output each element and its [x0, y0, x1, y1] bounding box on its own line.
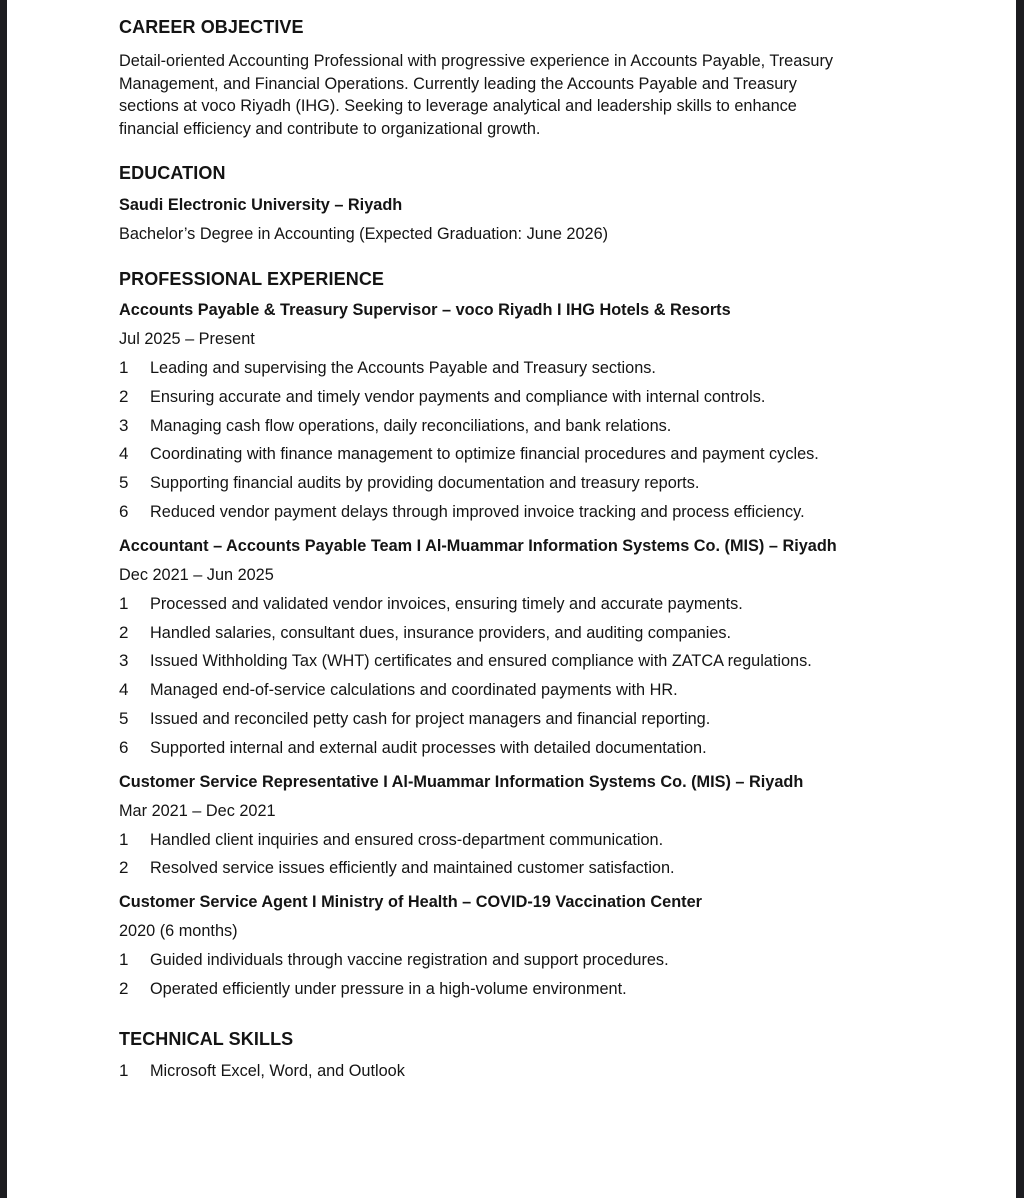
- bullet-text: Ensuring accurate and timely vendor payments and compliance with internal controls.: [150, 387, 766, 406]
- list-item: [119, 680, 919, 709]
- bullet-number: 4: [119, 444, 129, 464]
- list-item: [119, 651, 919, 680]
- job-bullet-list: [119, 950, 919, 1008]
- list-item: [119, 858, 919, 887]
- list-item: [119, 830, 919, 859]
- list-item: [119, 950, 919, 979]
- bullet-number: 1: [119, 593, 129, 613]
- bullet-text: Supporting financial audits by providing documentation and treasury reports.: [150, 474, 700, 493]
- job-entry: [119, 300, 919, 531]
- bullet-number: 2: [119, 386, 129, 406]
- bullet-text: Operated efficiently under pressure in a high-volume environment.: [150, 979, 627, 998]
- job-title: Accountant – Accounts Payable Team I Al-Muammar Information Systems Co. (MIS) – Riyadh: [119, 536, 837, 555]
- bullet-number: 1: [119, 1060, 129, 1080]
- resume-content: [119, 16, 919, 1090]
- education-degree: Bachelor’s Degree in Accounting (Expected Graduation: June 2026): [119, 225, 609, 243]
- document-page: [7, 0, 1016, 1198]
- experience-section: [119, 268, 919, 1008]
- education-institution: Saudi Electronic University – Riyadh: [119, 196, 403, 214]
- job-bullet-list: [119, 358, 919, 531]
- bullet-text: Leading and supervising the Accounts Payable and Treasury sections.: [150, 359, 656, 377]
- bullet-number: 6: [119, 501, 129, 521]
- section-heading-education: EDUCATION: [119, 163, 226, 183]
- bullet-number: 3: [119, 415, 129, 435]
- skills-list: [119, 1061, 919, 1090]
- job-title: Customer Service Representative I Al-Muammar Information Systems Co. (MIS) – Riyadh: [119, 772, 804, 791]
- bullet-text: Supported internal and external audit processes with detailed documentation.: [150, 738, 707, 757]
- bullet-number: 2: [119, 622, 129, 642]
- bullet-number: 1: [119, 358, 129, 377]
- list-item: [119, 473, 919, 502]
- job-entry: [119, 772, 919, 888]
- bullet-text: Reduced vendor payment delays through improved invoice tracking and process efficiency.: [150, 502, 805, 521]
- list-item: [119, 709, 919, 738]
- bullet-number: 4: [119, 680, 129, 700]
- section-heading-career-objective: CAREER OBJECTIVE: [119, 17, 304, 37]
- bullet-number: 2: [119, 858, 129, 878]
- section-heading-technical-skills: TECHNICAL SKILLS: [119, 1028, 294, 1049]
- list-item: [119, 416, 919, 445]
- bullet-number: 6: [119, 737, 129, 757]
- bullet-number: 1: [119, 950, 129, 970]
- job-dates: Dec 2021 – Jun 2025: [119, 565, 274, 584]
- bullet-text: Managing cash flow operations, daily reconciliations, and bank relations.: [150, 416, 672, 435]
- technical-skills-section: [119, 1028, 919, 1090]
- bullet-number: 5: [119, 708, 129, 728]
- list-item: [119, 444, 919, 473]
- bullet-text: Issued and reconciled petty cash for project managers and financial reporting.: [150, 709, 711, 728]
- list-item: [119, 979, 919, 1008]
- job-dates: Mar 2021 – Dec 2021: [119, 801, 276, 820]
- job-title: Accounts Payable & Treasury Supervisor – voco Riyadh I IHG Hotels & Resorts: [119, 301, 731, 319]
- bullet-text: Managed end-of-service calculations and coordinated payments with HR.: [150, 681, 678, 700]
- job-bullet-list: [119, 830, 919, 888]
- bullet-text: Coordinating with finance management to optimize financial procedures and payment cycles.: [150, 445, 819, 464]
- career-objective-section: [119, 16, 919, 140]
- bullet-number: 1: [119, 829, 129, 849]
- bullet-text: Resolved service issues efficiently and maintained customer satisfaction.: [150, 859, 675, 878]
- list-item: [119, 502, 919, 531]
- job-dates: Jul 2025 – Present: [119, 330, 255, 348]
- career-objective-text: [119, 50, 919, 140]
- bullet-text: Issued Withholding Tax (WHT) certificates and ensured compliance with ZATCA regulations.: [150, 652, 812, 671]
- career-objective-line: Detail-oriented Accounting Professional with progressive experience in Accounts Payable, Treasury: [119, 52, 834, 70]
- bullet-text: Handled client inquiries and ensured cross-department communication.: [150, 830, 664, 849]
- education-section: [119, 162, 919, 244]
- section-heading-experience: PROFESSIONAL EXPERIENCE: [119, 269, 385, 289]
- bullet-number: 5: [119, 473, 129, 493]
- job-entry: [119, 536, 919, 767]
- career-objective-line: Management, and Financial Operations. Currently leading the Accounts Payable and Treasury: [119, 74, 797, 93]
- bullet-number: 2: [119, 978, 129, 998]
- list-item: [119, 1061, 919, 1090]
- career-objective-line: sections at voco Riyadh (IHG). Seeking to leverage analytical and leadership skills to enhance: [119, 97, 797, 115]
- bullet-text: Handled salaries, consultant dues, insurance providers, and auditing companies.: [150, 623, 732, 642]
- list-item: [119, 594, 919, 623]
- bullet-text: Guided individuals through vaccine registration and support procedures.: [150, 951, 669, 970]
- job-title: Customer Service Agent I Ministry of Health – COVID-19 Vaccination Center: [119, 893, 702, 912]
- list-item: [119, 738, 919, 767]
- career-objective-line: financial efficiency and contribute to organizational growth.: [119, 119, 541, 138]
- list-item: [119, 387, 919, 416]
- job-bullet-list: [119, 594, 919, 767]
- list-item: [119, 623, 919, 652]
- list-item: [119, 358, 919, 387]
- bullet-text: Processed and validated vendor invoices, ensuring timely and accurate payments.: [150, 594, 743, 613]
- bullet-number: 3: [119, 651, 129, 671]
- bullet-text: Microsoft Excel, Word, and Outlook: [150, 1061, 405, 1080]
- job-dates: 2020 (6 months): [119, 922, 238, 941]
- job-entry: [119, 892, 919, 1008]
